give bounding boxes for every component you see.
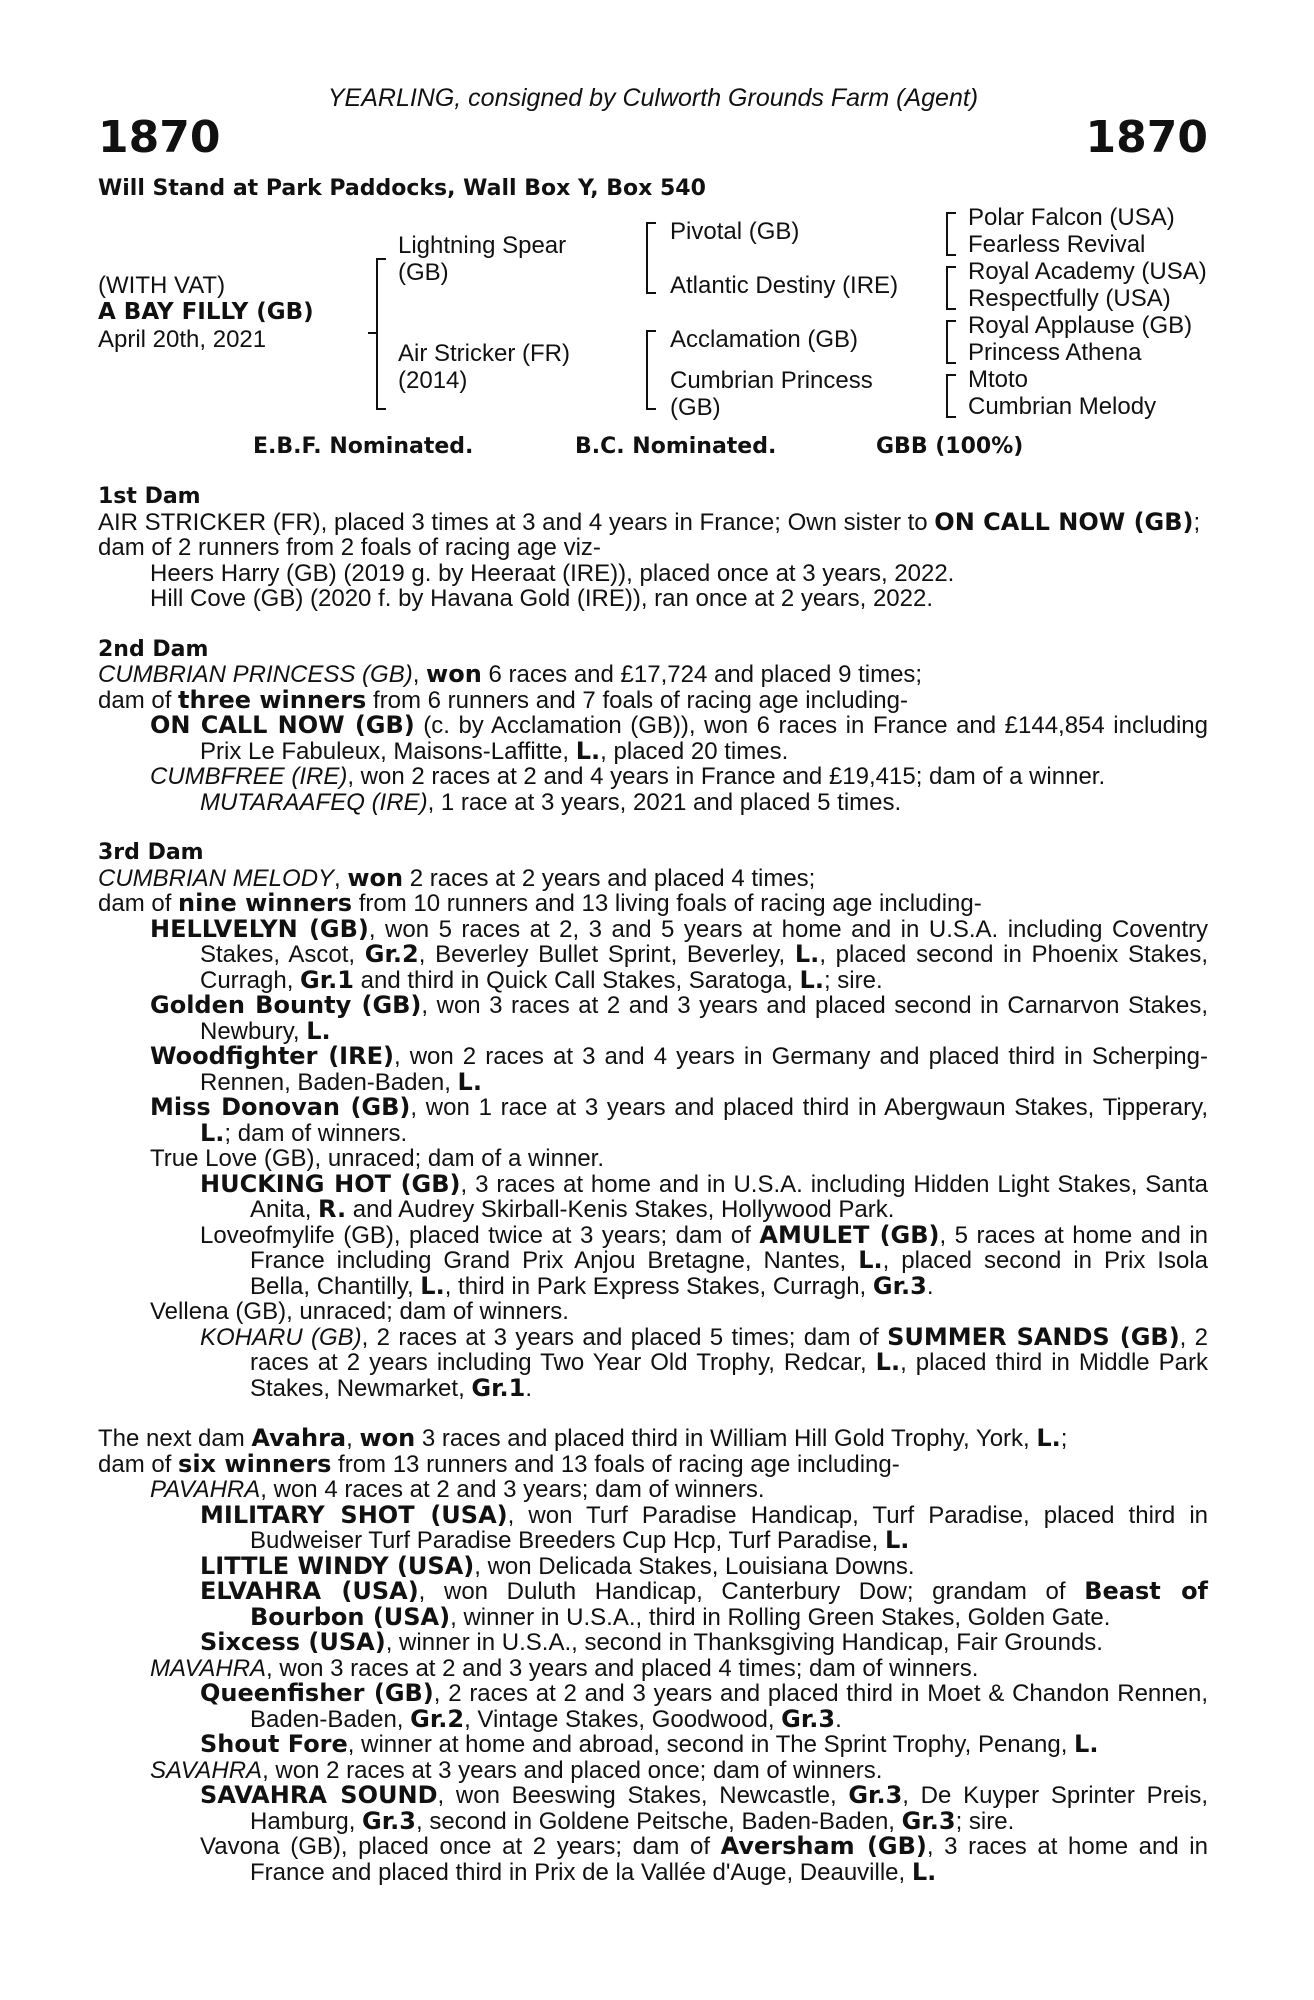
first-dam-heading: 1st Dam — [98, 484, 201, 509]
third-dam-heading: 3rd Dam — [98, 840, 204, 865]
entry-hucking-hot: HUCKING HOT (GB), 3 races at home and in U.S.A. including Hidden Light Stakes, Santa Anita, R. and Audrey Skirball-Kenis Stakes, Hollywood Park. — [200, 1169, 1209, 1223]
gen2-dam-dam-1: Cumbrian Princess — [670, 367, 873, 394]
entry-golden-bounty: Golden Bounty (GB), won 3 races at 2 and 3 years and placed second in Carnarvon Stakes, Newbury, L. — [150, 991, 1208, 1045]
brace-sire — [646, 222, 656, 294]
gen3-4: Respectfully (USA) — [968, 285, 1171, 312]
brace-parents — [376, 258, 386, 410]
horse-dob: April 20th, 2021 — [98, 326, 267, 353]
next-dam-line: The next dam Avahra, won 3 races and placed third in William Hill Gold Trophy, York, L.; — [98, 1424, 1068, 1452]
gen2-sire-dam: Atlantic Destiny (IRE) — [670, 272, 899, 299]
brace-dam — [646, 330, 656, 410]
entry-koharu: KOHARU (GB), 2 races at 3 years and placed 5 times; dam of SUMMER SANDS (GB), 2 races at 2 years including Two Year Old Trophy, Redcar, L., placed third in Middle Park Stakes, Newmarket, Gr.1. — [200, 1322, 1209, 1402]
entry-loveofmylife: Loveofmylife (GB), placed twice at 3 years; dam of AMULET (GB), 5 races at home and in France including Grand Prix Anjou Bretagne, Nantes, L., placed second in Prix Isola Bella, Chantilly, L., third in Park Express Stakes, Curragh, Gr.3. — [200, 1220, 1209, 1300]
gen2-dam-sire: Acclamation (GB) — [670, 326, 859, 353]
brace-g3-3 — [946, 320, 956, 364]
pedigree-notes — [98, 484, 1208, 1885]
entry-vellena: Vellena (GB), unraced; dam of winners. — [150, 1298, 569, 1325]
gen3-8: Cumbrian Melody — [968, 393, 1157, 420]
entry-savahra-sound: SAVAHRA SOUND, won Beeswing Stakes, Newcastle, Gr.3, De Kuyper Sprinter Preis, Hamburg, Gr.3, second in Goldene Peitsche, Baden-Baden, Gr.3; sire. — [200, 1781, 1208, 1835]
third-dam-line: CUMBRIAN MELODY, won 2 races at 2 years and placed 4 times; — [98, 863, 816, 892]
catalogue-page — [98, 0, 1208, 2000]
ebf-nomination: E.B.F. Nominated. — [253, 434, 474, 459]
produce-hill-cove: Hill Cove (GB) (2020 f. by Havana Gold (IRE)), ran once at 2 years, 2022. — [150, 585, 934, 612]
entry-little-windy: LITTLE WINDY (USA), won Delicada Stakes, Louisiana Downs. — [200, 1551, 915, 1580]
vat-note: (WITH VAT) — [98, 272, 226, 299]
entry-true-love: True Love (GB), unraced; dam of a winner. — [150, 1145, 604, 1172]
entry-sixcess: Sixcess (USA), winner in U.S.A., second in Thanksgiving Handicap, Fair Grounds. — [200, 1628, 1103, 1656]
entry-shout-fore: Shout Fore, winner at home and abroad, second in The Sprint Trophy, Penang, L. — [200, 1730, 1099, 1758]
entry-woodfighter: Woodfighter (IRE), won 2 races at 3 and 4 years in Germany and placed third in Scherping-Rennen, Baden-Baden, L. — [150, 1042, 1208, 1096]
gen3-6: Princess Athena — [968, 339, 1142, 366]
brace-g3-2 — [946, 266, 956, 310]
consignment-line: YEARLING, consigned by Culworth Grounds Farm (Agent) — [327, 84, 979, 112]
bc-nomination: B.C. Nominated. — [575, 434, 777, 459]
entry-savahra: SAVAHRA, won 2 races at 3 years and placed once; dam of winners. — [150, 1756, 883, 1784]
entry-hellvelyn: HELLVELYN (GB), won 5 races at 2, 3 and 5 years at home and in U.S.A. including Coventry Stakes, Ascot, Gr.2, Beverley Bullet Sprint, Beverley, L., placed second in Phoenix Stakes, Curragh, Gr.1 and third in Quick Call Stakes, Saratoga, L.; sire. — [150, 914, 1208, 994]
first-dam-line: AIR STRICKER (FR), placed 3 times at 3 and 4 years in France; Own sister to ON CALL NOW (GB); — [98, 507, 1201, 536]
third-dam-produce: dam of nine winners from 10 runners and 13 living foals of racing age including- — [98, 889, 982, 917]
entry-on-call-now: ON CALL NOW (GB) (c. by Acclamation (GB)), won 6 races in France and £144,854 including Prix Le Fabuleux, Maisons-Laffitte, L., placed 20 times. — [150, 711, 1208, 765]
second-dam-heading: 2nd Dam — [98, 636, 209, 662]
entry-military-shot: MILITARY SHOT (USA), won Turf Paradise Handicap, Turf Paradise, placed third in Budweiser Turf Paradise Breeders Cup Hcp, Turf Paradise, L. — [200, 1500, 1209, 1554]
dam-line1: Air Stricker (FR) — [398, 340, 570, 367]
entry-queenfisher: Queenfisher (GB), 2 races at 2 and 3 years and placed third in Moet & Chandon Rennen, Baden-Baden, Gr.2, Vintage Stakes, Goodwood, Gr.3. — [200, 1679, 1208, 1733]
sire-line1: Lightning Spear — [398, 232, 567, 259]
lot-number-left: 1870 — [98, 112, 221, 163]
entry-mutaraafeq: MUTARAAFEQ (IRE), 1 race at 3 years, 2021 and placed 5 times. — [200, 788, 902, 816]
gen3-5: Royal Applause (GB) — [968, 312, 1193, 339]
entry-mavahra: MAVAHRA, won 3 races at 2 and 3 years and placed 4 times; dam of winners. — [150, 1654, 979, 1682]
entry-pavahra: PAVAHRA, won 4 races at 2 and 3 years; dam of winners. — [150, 1476, 765, 1503]
brace-g3-4 — [946, 374, 956, 418]
next-dam-produce: dam of six winners from 13 runners and 13 foals of racing age including- — [98, 1449, 900, 1478]
entry-elvahra: ELVAHRA (USA), won Duluth Handicap, Canterbury Dow; grandam of Beast of Bourbon (USA), winner in U.S.A., third in Rolling Green Stakes, Golden Gate. — [200, 1577, 1208, 1631]
gen2-dam-dam-2: (GB) — [670, 394, 721, 421]
lot-number-right: 1870 — [1085, 112, 1208, 163]
gen3-3: Royal Academy (USA) — [968, 258, 1207, 285]
entry-cumbfree: CUMBFREE (IRE), won 2 races at 2 and 4 years in France and £19,415; dam of a winner. — [150, 763, 1106, 790]
second-dam-line: CUMBRIAN PRINCESS (GB), won 6 races and £17,724 and placed 9 times; — [98, 660, 923, 688]
brace-parents-tip — [368, 332, 376, 334]
second-dam-produce: dam of three winners from 6 runners and 7 foals of racing age including- — [98, 685, 908, 714]
horse-name: A BAY FILLY (GB) — [98, 299, 314, 325]
gen3-1: Polar Falcon (USA) — [968, 204, 1175, 231]
sire-line2: (GB) — [398, 259, 449, 286]
brace-g3-1 — [946, 212, 956, 256]
first-dam-produce: dam of 2 runners from 2 foals of racing age viz- — [98, 534, 601, 561]
dam-line2: (2014) — [398, 367, 468, 394]
entry-miss-donovan: Miss Donovan (GB), won 1 race at 3 years and placed third in Abergwaun Stakes, Tipperary, L.; dam of winners. — [150, 1093, 1208, 1147]
produce-heers-harry: Heers Harry (GB) (2019 g. by Heeraat (IRE)), placed once at 3 years, 2022. — [150, 559, 955, 587]
entry-vavona: Vavona (GB), placed once at 2 years; dam of Aversham (GB), 3 races at home and in France and placed third in Prix de la Vallée d'Auge, Deauville, L. — [200, 1832, 1208, 1886]
gen2-sire-sire: Pivotal (GB) — [670, 218, 800, 245]
stand-location: Will Stand at Park Paddocks, Wall Box Y, Box 540 — [98, 176, 706, 201]
gbb-rating: GBB (100%) — [876, 434, 1024, 459]
gen3-7: Mtoto — [968, 366, 1029, 393]
gen3-2: Fearless Revival — [968, 231, 1146, 258]
